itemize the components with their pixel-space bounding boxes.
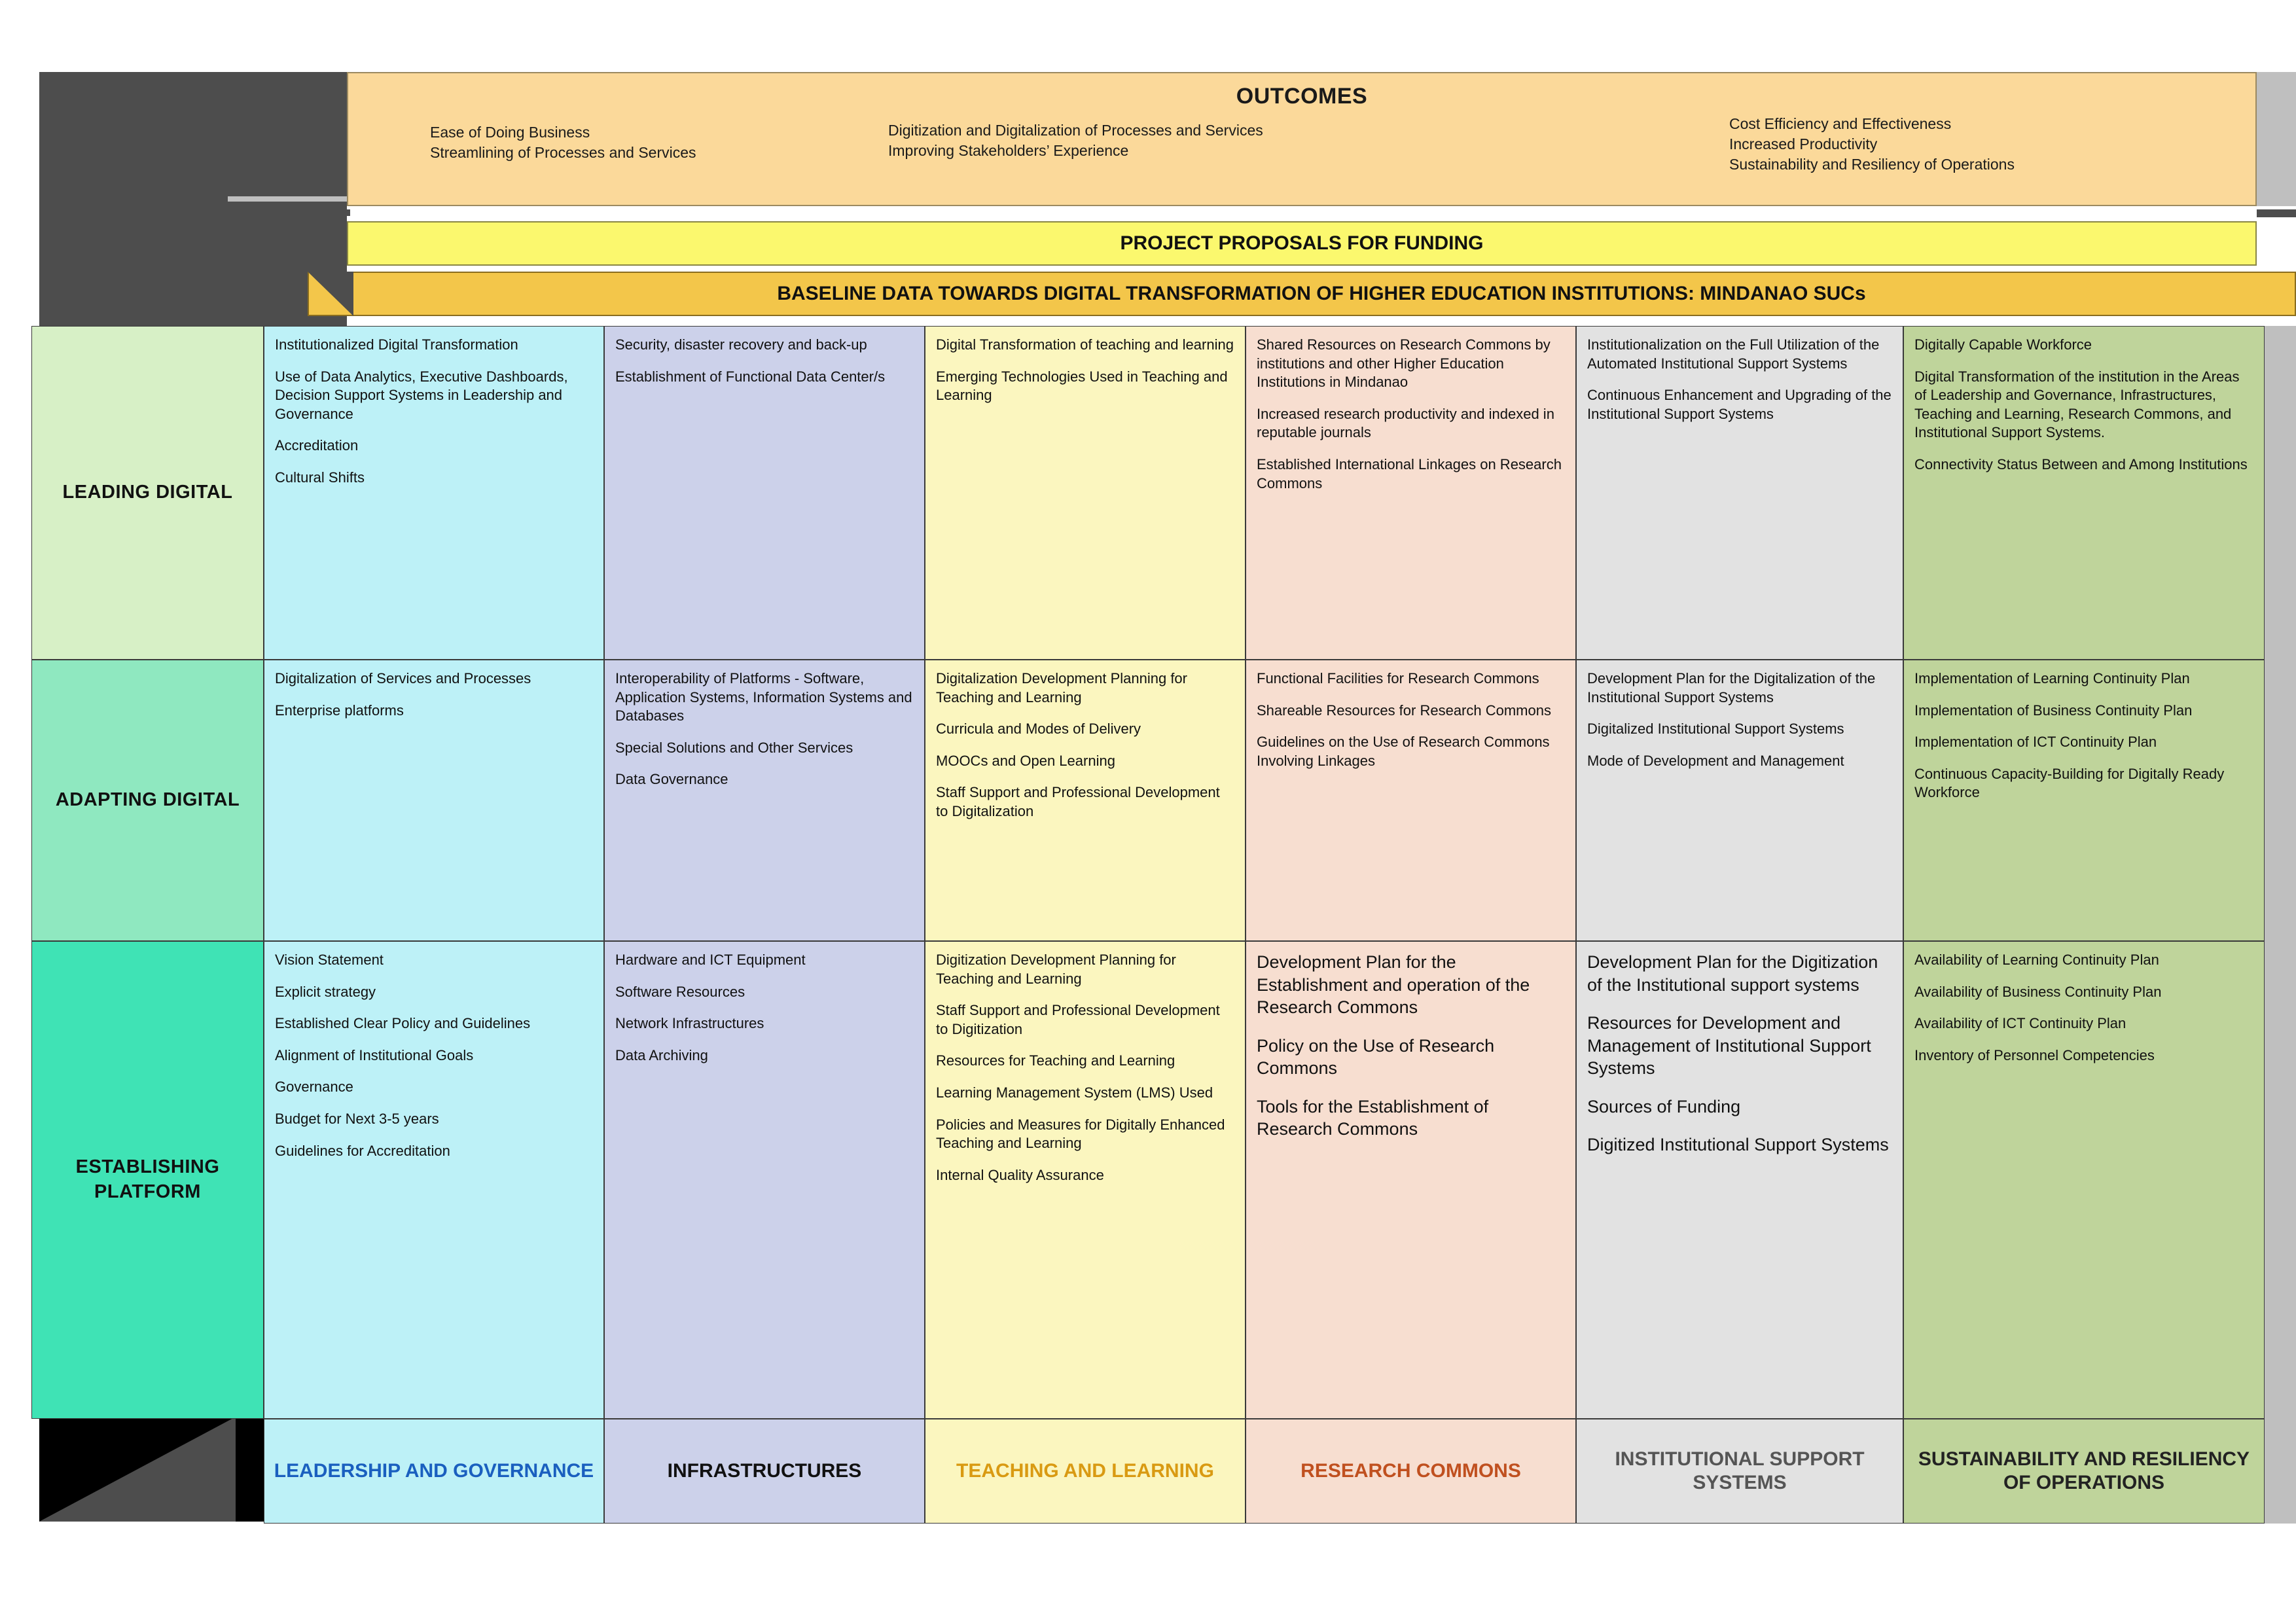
cell-item: Implementation of Learning Continuity Plan bbox=[1914, 670, 2190, 687]
cell-item: Shared Resources on Research Commons by institutions and other Higher Education Institutions in Mindanao bbox=[1257, 336, 1551, 391]
row-label-establishing-platform: ESTABLISHING PLATFORM bbox=[31, 941, 264, 1419]
cell-item: Implementation of Business Continuity Plan bbox=[1914, 702, 2193, 719]
cell-item: Implementation of ICT Continuity Plan bbox=[1914, 734, 2157, 751]
cell-item: MOOCs and Open Learning bbox=[936, 752, 1115, 769]
rail-right-grid bbox=[2265, 326, 2296, 1419]
cell-item: Continuous Capacity-Building for Digitally Ready Workforce bbox=[1914, 765, 2225, 801]
cell-item: Continuous Enhancement and Upgrading of the Institutional Support Systems bbox=[1587, 387, 1892, 422]
cell-item: Policies and Measures for Digitally Enhanced Teaching and Learning bbox=[936, 1116, 1225, 1152]
outcomes-item: Improving Stakeholders’ Experience bbox=[888, 142, 1129, 160]
rail-left-connector bbox=[228, 196, 352, 202]
cell-adapting-infrastructures bbox=[604, 660, 925, 941]
cell-item: Shareable Resources for Research Commons bbox=[1257, 702, 1551, 719]
outcomes-col-1 bbox=[430, 122, 888, 163]
cell-item: Data Governance bbox=[615, 771, 728, 788]
cell-item: Alignment of Institutional Goals bbox=[275, 1046, 474, 1063]
cell-item: Security, disaster recovery and back-up bbox=[615, 336, 867, 353]
cell-item: Explicit strategy bbox=[275, 983, 376, 1000]
cell-item: Digitally Capable Workforce bbox=[1914, 336, 2092, 353]
cell-item: Digitization Development Planning for Teaching and Learning bbox=[936, 952, 1176, 987]
cell-item: Network Infrastructures bbox=[615, 1015, 764, 1032]
project-proposals-banner: PROJECT PROPOSALS FOR FUNDING bbox=[347, 221, 2257, 266]
cell-item: Digital Transformation of teaching and learning bbox=[936, 336, 1234, 353]
left-dark-bar-top bbox=[39, 72, 347, 311]
column-header-teaching-and-learning: TEACHING AND LEARNING bbox=[925, 1419, 1246, 1524]
cell-item: Mode of Development and Management bbox=[1587, 752, 1844, 769]
cell-leading-infrastructures bbox=[604, 326, 925, 660]
cell-item: Internal Quality Assurance bbox=[936, 1166, 1104, 1183]
outcomes-item: Streamlining of Processes and Services bbox=[430, 144, 696, 162]
outcomes-item: Cost Efficiency and Effectiveness bbox=[1729, 115, 1952, 132]
cell-adapting-sustainability bbox=[1903, 660, 2265, 941]
baseline-wedge bbox=[308, 272, 353, 316]
cell-item: Accreditation bbox=[275, 437, 359, 454]
column-header-leadership-and-governance: LEADERSHIP AND GOVERNANCE bbox=[264, 1419, 604, 1524]
column-header-research-commons: RESEARCH COMMONS bbox=[1246, 1419, 1576, 1524]
cell-item: Increased research productivity and indexed in reputable journals bbox=[1257, 405, 1554, 441]
outcomes-col-3 bbox=[1729, 114, 2253, 175]
cell-establishing-infrastructures bbox=[604, 941, 925, 1419]
outcomes-item: Digitization and Digitalization of Processes and Services bbox=[888, 122, 1263, 139]
cell-item: Development Plan for the Digitalization of the Institutional Support Systems bbox=[1587, 670, 1876, 705]
outcomes-band bbox=[347, 72, 2257, 206]
outcomes-item: Ease of Doing Business bbox=[430, 124, 590, 141]
maturity-matrix bbox=[31, 326, 2265, 1419]
rail-right-top bbox=[2257, 72, 2296, 206]
proposals-connector-right bbox=[2257, 209, 2296, 217]
cell-item: Digitized Institutional Support Systems bbox=[1587, 1135, 1889, 1155]
row-label-leading-digital: LEADING DIGITAL bbox=[31, 326, 264, 660]
column-header-institutional-support-systems: INSTITUTIONAL SUPPORT SYSTEMS bbox=[1576, 1419, 1903, 1524]
cell-item: Resources for Teaching and Learning bbox=[936, 1052, 1175, 1069]
outcomes-title: OUTCOMES bbox=[1236, 84, 1368, 109]
cell-item: Enterprise platforms bbox=[275, 702, 404, 719]
cell-leading-governance bbox=[264, 326, 604, 660]
cell-item: Guidelines on the Use of Research Commons Involving Linkages bbox=[1257, 734, 1550, 769]
cell-establishing-research bbox=[1246, 941, 1576, 1419]
cell-leading-teaching bbox=[925, 326, 1246, 660]
column-header-row bbox=[31, 1419, 2265, 1524]
cell-adapting-research bbox=[1246, 660, 1576, 941]
cell-establishing-teaching bbox=[925, 941, 1246, 1419]
cell-item: Sources of Funding bbox=[1587, 1096, 1741, 1116]
cell-item: Functional Facilities for Research Commons bbox=[1257, 670, 1539, 687]
cell-item: Resources for Development and Management of Institutional Support Systems bbox=[1587, 1013, 1871, 1079]
cell-item: Established International Linkages on Research Commons bbox=[1257, 455, 1562, 491]
cell-item: Guidelines for Accreditation bbox=[275, 1142, 450, 1159]
column-header-infrastructures: INFRASTRUCTURES bbox=[604, 1419, 925, 1524]
cell-item: Budget for Next 3-5 years bbox=[275, 1110, 439, 1127]
cell-establishing-support bbox=[1576, 941, 1903, 1419]
cell-item: Data Archiving bbox=[615, 1046, 708, 1063]
cell-item: Digitalization Development Planning for Teaching and Learning bbox=[936, 670, 1187, 705]
baseline-banner: BASELINE DATA TOWARDS DIGITAL TRANSFORMATION OF HIGHER EDUCATION INSTITUTIONS: MINDANAO SUCs bbox=[308, 272, 2296, 316]
cell-item: Hardware and ICT Equipment bbox=[615, 952, 806, 968]
cell-item: Digital Transformation of the institution in the Areas of Leadership and Governance, Infrastructures, Teaching and Learning, Research Commons, and Institutional Support Systems. bbox=[1914, 368, 2240, 441]
rail-right-footer bbox=[2265, 1419, 2296, 1524]
cell-item: Interoperability of Platforms - Software, Application Systems, Information Systems and Databases bbox=[615, 670, 912, 724]
cell-item: Policy on the Use of Research Commons bbox=[1257, 1035, 1495, 1079]
cell-item: Tools for the Establishment of Research Commons bbox=[1257, 1096, 1489, 1139]
cell-item: Use of Data Analytics, Executive Dashboards, Decision Support Systems in Leadership and Governance bbox=[275, 368, 568, 422]
cell-item: Software Resources bbox=[615, 983, 745, 1000]
cell-item: Development Plan for the Digitization of the Institutional support systems bbox=[1587, 952, 1878, 995]
cell-item: Established Clear Policy and Guidelines bbox=[275, 1015, 531, 1032]
cell-item: Emerging Technologies Used in Teaching and Learning bbox=[936, 368, 1228, 404]
cell-adapting-support bbox=[1576, 660, 1903, 941]
cell-item: Institutionalization on the Full Utilization of the Automated Institutional Support Systems bbox=[1587, 336, 1880, 372]
cell-item: Institutionalized Digital Transformation bbox=[275, 336, 518, 353]
cell-adapting-governance bbox=[264, 660, 604, 941]
cell-item: Establishment of Functional Data Center/s bbox=[615, 368, 886, 385]
cell-item: Vision Statement bbox=[275, 952, 384, 968]
cell-item: Special Solutions and Other Services bbox=[615, 739, 853, 756]
cell-establishing-governance bbox=[264, 941, 604, 1419]
column-header-sustainability-and-resiliency: SUSTAINABILITY AND RESILIENCY OF OPERATIONS bbox=[1903, 1419, 2265, 1524]
outcomes-col-2 bbox=[888, 120, 1595, 161]
cell-leading-sustainability bbox=[1903, 326, 2265, 660]
cell-adapting-teaching bbox=[925, 660, 1246, 941]
cell-item: Governance bbox=[275, 1079, 353, 1096]
cell-item: Availability of Business Continuity Plan bbox=[1914, 983, 2162, 1000]
proposals-connector-left bbox=[232, 209, 350, 216]
footer-spacer bbox=[31, 1419, 264, 1524]
cell-item: Learning Management System (LMS) Used bbox=[936, 1084, 1213, 1101]
outcomes-item: Sustainability and Resiliency of Operations bbox=[1729, 156, 2015, 173]
cell-item: Inventory of Personnel Competencies bbox=[1914, 1046, 2155, 1063]
cell-item: Digitalized Institutional Support Systems bbox=[1587, 721, 1844, 738]
cell-establishing-sustainability bbox=[1903, 941, 2265, 1419]
cell-item: Staff Support and Professional Development to Digitalization bbox=[936, 784, 1220, 819]
cell-item: Cultural Shifts bbox=[275, 469, 365, 486]
cell-leading-support bbox=[1576, 326, 1903, 660]
cell-item: Availability of Learning Continuity Plan bbox=[1914, 952, 2159, 968]
cell-item: Development Plan for the Establishment and operation of the Research Commons bbox=[1257, 952, 1530, 1018]
cell-item: Digitalization of Services and Processes bbox=[275, 670, 531, 687]
cell-item: Availability of ICT Continuity Plan bbox=[1914, 1015, 2126, 1032]
cell-item: Curricula and Modes of Delivery bbox=[936, 721, 1141, 738]
cell-item: Connectivity Status Between and Among Institutions bbox=[1914, 455, 2248, 473]
cell-item: Staff Support and Professional Development to Digitization bbox=[936, 1002, 1220, 1037]
cell-leading-research bbox=[1246, 326, 1576, 660]
outcomes-item: Increased Productivity bbox=[1729, 135, 1878, 153]
row-label-adapting-digital: ADAPTING DIGITAL bbox=[31, 660, 264, 941]
